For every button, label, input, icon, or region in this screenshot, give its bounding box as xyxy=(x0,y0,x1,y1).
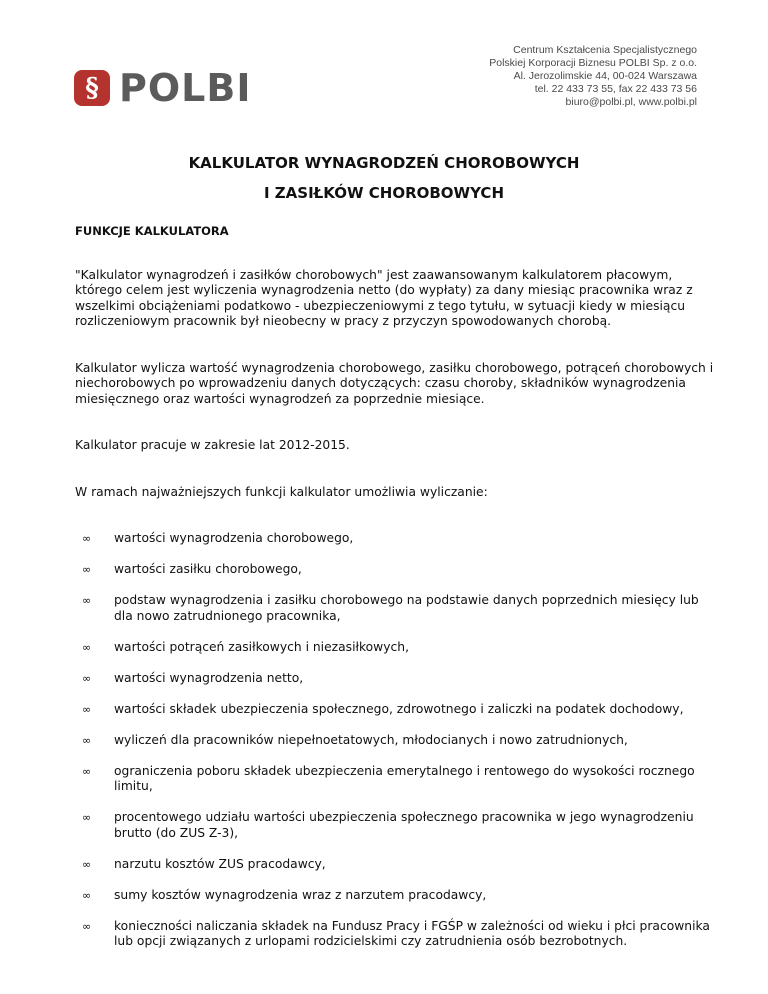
list-item-text: sumy kosztów wynagrodzenia wraz z narzutem pracodawcy, xyxy=(114,887,487,902)
bullet-icon: ∞ xyxy=(82,532,92,545)
polbi-logo-text: POLBI xyxy=(119,66,252,110)
bullet-icon: ∞ xyxy=(82,811,92,824)
address-line: Centrum Kształcenia Specjalistycznego xyxy=(513,44,697,56)
section-heading: FUNKCJE KALKULATORA xyxy=(75,224,229,238)
list-item-text: wartości wynagrodzenia netto, xyxy=(114,670,304,685)
bullet-icon: ∞ xyxy=(82,563,92,576)
list-item xyxy=(75,671,715,687)
document-body xyxy=(75,224,715,965)
list-item-text: narzutu kosztów ZUS pracodawcy, xyxy=(114,856,326,871)
description-paragraph: Kalkulator wylicza wartość wynagrodzenia chorobowego, zasiłku chorobowego, potrąceń chorobowych i niechorobowych po wprowadzeniu danych dotyczących: czasu choroby, składników wynagrodzenia miesięcznego oraz wartości wynagrodzeń za poprzednie miesiące. xyxy=(75,360,714,406)
document-title xyxy=(0,148,768,208)
list-item-text: podstaw wynagrodzenia i zasiłku chorobowego na podstawie danych poprzednich miesięcy lub dla nowo zatrudnionego pracownika, xyxy=(114,593,699,623)
list-item-text: wyliczeń dla pracowników niepełnoetatowych, młodocianych i nowo zatrudnionych, xyxy=(114,732,628,747)
list-item xyxy=(75,888,715,904)
letterhead xyxy=(0,0,768,120)
bullet-icon: ∞ xyxy=(82,671,92,685)
address-line: Al. Jerozolimskie 44, 00-024 Warszawa xyxy=(513,70,697,82)
bullet-icon: ∞ xyxy=(82,640,92,654)
company-address xyxy=(489,44,697,109)
list-item-text: wartości składek ubezpieczenia społecznego, zdrowotnego i zaliczki na podatek dochodowy, xyxy=(114,701,684,716)
title-line-1: KALKULATOR WYNAGRODZEŃ CHOROBOWYCH xyxy=(188,154,580,172)
list-item-text: ograniczenia poboru składek ubezpieczenia emerytalnego i rentowego do wysokości rocznego limitu, xyxy=(114,763,695,793)
list-item xyxy=(75,733,715,749)
bullet-icon: ∞ xyxy=(82,594,92,607)
list-item xyxy=(75,593,715,624)
list-item-text: wartości zasiłku chorobowego, xyxy=(114,562,302,576)
list-item xyxy=(75,857,715,873)
address-line: Polskiej Korporacji Biznesu POLBI Sp. z o.o. xyxy=(489,57,697,69)
list-item xyxy=(75,531,715,547)
feature-list xyxy=(75,531,715,950)
bullet-icon: ∞ xyxy=(82,764,92,778)
list-item-text: konieczności naliczania składek na Fundusz Pracy i FGŚP w zależności od wieku i płci pracownika lub opcji związanych z urlopami rodzicielskimi czy zatrudnienia osób bezrobotnych. xyxy=(114,918,710,948)
list-item-text: wartości wynagrodzenia chorobowego, xyxy=(114,531,354,545)
list-item xyxy=(75,919,715,950)
polbi-logo xyxy=(74,66,252,110)
address-line: biuro@polbi.pl, www.polbi.pl xyxy=(565,96,697,108)
list-item xyxy=(75,702,715,718)
bullet-icon: ∞ xyxy=(82,919,92,933)
bullet-icon: ∞ xyxy=(82,733,92,747)
list-item xyxy=(75,764,715,795)
functions-intro-paragraph: W ramach najważniejszych funkcji kalkulator umożliwia wyliczanie: xyxy=(75,484,488,499)
list-item xyxy=(75,810,715,841)
list-item xyxy=(75,640,715,656)
bullet-icon: ∞ xyxy=(82,857,92,871)
list-item-text: procentowego udziału wartości ubezpieczenia społecznego pracownika w jego wynagrodzeniu brutto (do ZUS Z-3), xyxy=(114,810,694,840)
list-item xyxy=(75,562,715,578)
list-item-text: wartości potrąceń zasiłkowych i niezasiłkowych, xyxy=(114,639,409,654)
bullet-icon: ∞ xyxy=(82,888,92,902)
bullet-icon: ∞ xyxy=(82,702,92,716)
years-paragraph: Kalkulator pracuje w zakresie lat 2012-2015. xyxy=(75,438,350,452)
intro-paragraph: "Kalkulator wynagrodzeń i zasiłków chorobowych" jest zaawansowanym kalkulatorem płacowym, którego celem jest wyliczenia wynagrodzenia netto (do wypłaty) za dany miesiąc pracownika wraz z wszelkimi obciążeniami podatkowo - ubezpieczeniowymi z tego tytułu, w sytuacji kiedy w miesiącu rozliczeniowym pracownik był nieobecny w pracy z przyczyn spowodowanych chorobą. xyxy=(75,267,693,328)
title-line-2: I ZASIŁKÓW CHOROBOWYCH xyxy=(263,184,504,202)
polbi-logo-icon: § xyxy=(74,70,110,106)
address-line: tel. 22 433 73 55, fax 22 433 73 56 xyxy=(534,83,697,95)
